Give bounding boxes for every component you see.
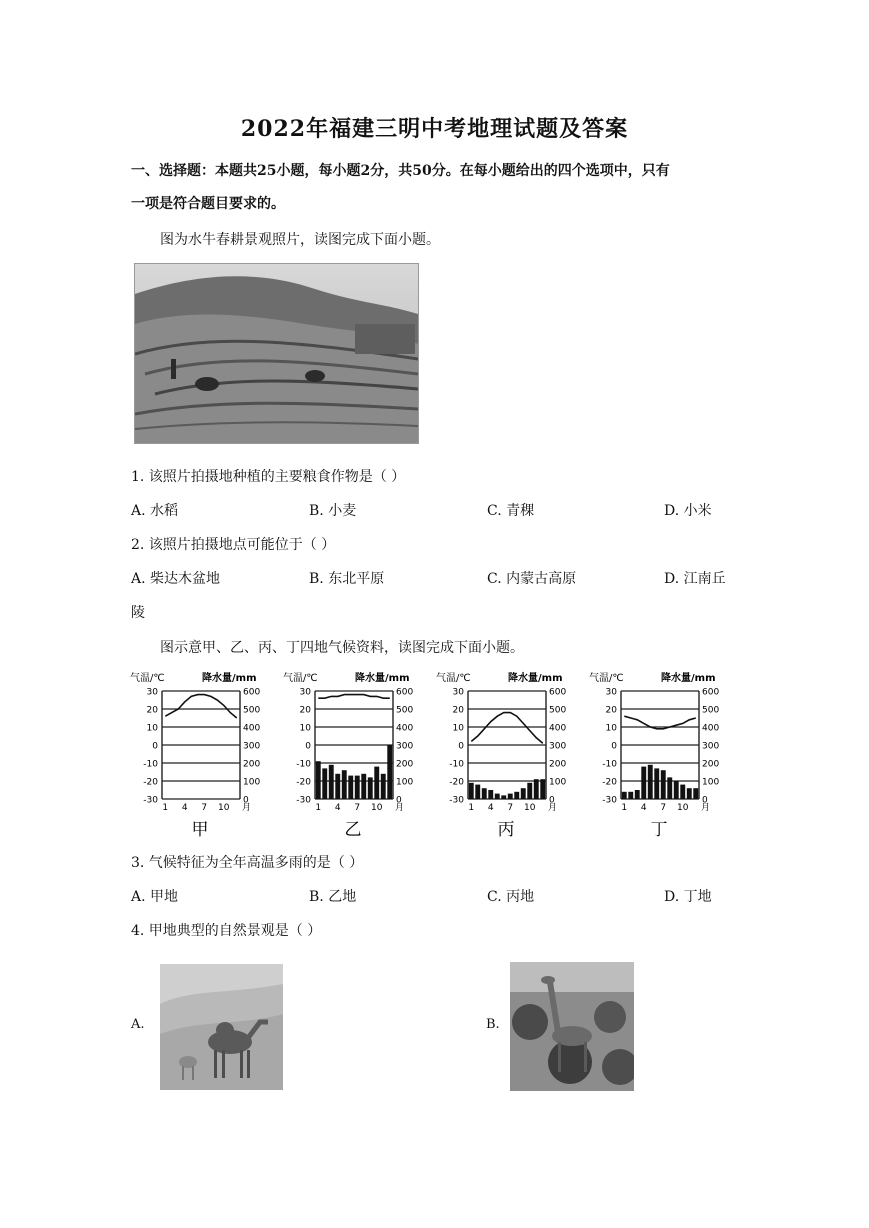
temp-tick-label: -10 xyxy=(449,759,464,770)
precip-tick-label: 500 xyxy=(702,705,720,716)
month-tick-label: 7 xyxy=(354,803,361,813)
precip-tick-label: 600 xyxy=(243,687,261,698)
precip-tick-label: 400 xyxy=(702,723,720,734)
month-tick-label: 4 xyxy=(334,803,341,813)
precip-tick-label: 300 xyxy=(396,741,414,752)
desert-camel-image xyxy=(160,964,283,1090)
month-tick-label: 10 xyxy=(371,803,383,813)
precip-tick-label: 0 xyxy=(396,795,402,806)
month-unit-label: 月 xyxy=(242,803,252,813)
temp-axis-label: 气温/℃ xyxy=(283,673,318,684)
temp-tick-label: -20 xyxy=(296,777,311,788)
temp-tick-label: 20 xyxy=(605,705,617,716)
precip-bar xyxy=(680,785,685,799)
page-title: 2022年福建三明中考地理试题及答案 xyxy=(240,116,629,142)
temp-tick-label: 20 xyxy=(146,705,158,716)
precip-tick-label: 0 xyxy=(702,795,708,806)
temp-tick-label: 0 xyxy=(458,741,464,752)
chart-name: 乙 xyxy=(344,820,362,840)
climate-charts xyxy=(130,668,730,848)
precip-bar xyxy=(361,774,366,799)
question-3-option-c: C. 丙地 xyxy=(487,889,535,905)
precip-tick-label: 300 xyxy=(549,741,567,752)
month-tick-label: 7 xyxy=(201,803,208,813)
month-tick-label: 4 xyxy=(640,803,647,813)
question-1-option-c: C. 青稞 xyxy=(487,503,535,519)
precip-tick-label: 100 xyxy=(243,777,261,788)
precip-bar xyxy=(501,795,506,799)
precip-bar xyxy=(495,794,500,799)
question-2-option-a: A. 柴达木盆地 xyxy=(131,571,221,587)
precip-bar xyxy=(355,776,360,799)
question-2-option-c: C. 内蒙古高原 xyxy=(487,571,577,587)
question-2-option-b: B. 东北平原 xyxy=(309,571,385,587)
precip-bar xyxy=(329,765,334,799)
temp-tick-label: 30 xyxy=(605,687,617,698)
precip-tick-label: 300 xyxy=(243,741,261,752)
question-3-option-b: B. 乙地 xyxy=(309,889,357,905)
question-1-option-d: D. 小米 xyxy=(664,503,712,519)
temp-tick-label: 0 xyxy=(305,741,311,752)
temp-tick-label: 30 xyxy=(299,687,311,698)
temp-tick-label: -10 xyxy=(602,759,617,770)
temp-axis-label: 气温/℃ xyxy=(589,673,624,684)
climate-chart-4 xyxy=(589,671,719,840)
precip-axis-label: 降水量/mm xyxy=(202,673,257,684)
precip-bar xyxy=(693,788,698,799)
precip-bar xyxy=(316,761,321,799)
chart-name: 甲 xyxy=(191,820,209,840)
temp-tick-label: 0 xyxy=(611,741,617,752)
precip-bar xyxy=(635,790,640,799)
month-unit-label: 月 xyxy=(701,803,711,813)
precip-bar xyxy=(322,768,327,799)
month-tick-label: 1 xyxy=(468,803,475,813)
precip-bar xyxy=(687,788,692,799)
month-tick-label: 1 xyxy=(162,803,169,813)
temp-tick-label: 10 xyxy=(146,723,158,734)
temp-tick-label: -20 xyxy=(143,777,158,788)
precip-tick-label: 0 xyxy=(243,795,249,806)
precip-tick-label: 500 xyxy=(243,705,261,716)
precip-bar xyxy=(527,783,532,799)
precip-bar xyxy=(648,765,653,799)
question-3-option-a: A. 甲地 xyxy=(131,889,179,905)
temp-tick-label: -30 xyxy=(143,795,158,806)
precip-bar xyxy=(381,774,386,799)
intro-climate: 图示意甲、乙、丙、丁四地气候资料，读图完成下面小题。 xyxy=(160,640,524,656)
precip-bar xyxy=(335,774,340,799)
climate-chart-3 xyxy=(436,671,566,840)
precip-tick-label: 100 xyxy=(702,777,720,788)
precip-tick-label: 600 xyxy=(549,687,567,698)
precip-bar xyxy=(482,788,487,799)
month-unit-label: 月 xyxy=(395,803,405,813)
precip-bar xyxy=(508,794,513,799)
temp-tick-label: 0 xyxy=(152,741,158,752)
intro-photo: 图为水牛春耕景观照片，读图完成下面小题。 xyxy=(160,232,440,248)
precip-bar xyxy=(540,779,545,799)
precip-bar xyxy=(475,785,480,799)
chart-name: 丁 xyxy=(650,820,668,840)
precip-bar xyxy=(374,767,379,799)
month-tick-label: 7 xyxy=(507,803,514,813)
question-4-option-b: B. xyxy=(486,1017,500,1032)
chart-name: 丙 xyxy=(497,820,515,840)
precip-tick-label: 200 xyxy=(702,759,720,770)
precip-axis-label: 降水量/mm xyxy=(661,673,716,684)
temp-tick-label: 30 xyxy=(452,687,464,698)
section-heading-line1: 一、选择题：本题共25小题，每小题2分，共50分。在每小题给出的四个选项中，只有 xyxy=(131,163,670,179)
temperature-line xyxy=(318,695,390,699)
question-1-option-a: A. 水稻 xyxy=(131,503,179,519)
precip-bar xyxy=(469,783,474,799)
temp-axis-label: 气温/℃ xyxy=(436,673,471,684)
temp-tick-label: 10 xyxy=(452,723,464,734)
temp-tick-label: 30 xyxy=(146,687,158,698)
precip-bar xyxy=(368,777,373,799)
precip-tick-label: 300 xyxy=(702,741,720,752)
question-1-option-b: B. 小麦 xyxy=(309,503,357,519)
temp-axis-label: 气温/℃ xyxy=(130,673,165,684)
precip-bar xyxy=(654,768,659,799)
climate-chart-1 xyxy=(130,671,260,840)
temp-tick-label: 10 xyxy=(299,723,311,734)
precip-tick-label: 0 xyxy=(549,795,555,806)
savanna-giraffe-image xyxy=(510,962,634,1091)
question-3-stem: 3. 气候特征为全年高温多雨的是（ ） xyxy=(131,855,364,871)
question-4-option-a: A. xyxy=(131,1017,145,1032)
precip-axis-label: 降水量/mm xyxy=(355,673,410,684)
question-1-stem: 1. 该照片拍摄地种植的主要粮食作物是（ ） xyxy=(131,469,406,485)
precip-tick-label: 400 xyxy=(549,723,567,734)
month-tick-label: 1 xyxy=(621,803,628,813)
month-unit-label: 月 xyxy=(548,803,558,813)
precip-bar xyxy=(521,788,526,799)
temperature-line xyxy=(471,713,543,744)
precip-tick-label: 600 xyxy=(396,687,414,698)
precip-tick-label: 400 xyxy=(243,723,261,734)
savanna-giraffe-photo xyxy=(510,962,634,1091)
month-tick-label: 10 xyxy=(524,803,536,813)
precip-bar xyxy=(641,767,646,799)
precip-bar xyxy=(622,792,627,799)
precip-bar xyxy=(534,779,539,799)
precip-bar xyxy=(628,792,633,799)
precip-bar xyxy=(342,770,347,799)
temp-tick-label: -20 xyxy=(602,777,617,788)
question-4-stem: 4. 甲地典型的自然景观是（ ） xyxy=(131,923,322,939)
precip-bar xyxy=(488,790,493,799)
precip-bar xyxy=(674,781,679,799)
question-3-option-d: D. 丁地 xyxy=(664,889,712,905)
question-2-option-d: D. 江南丘 xyxy=(664,571,726,587)
temp-tick-label: -30 xyxy=(449,795,464,806)
month-tick-label: 10 xyxy=(677,803,689,813)
month-tick-label: 4 xyxy=(181,803,188,813)
temp-tick-label: -30 xyxy=(602,795,617,806)
precip-bar xyxy=(348,776,353,799)
month-tick-label: 4 xyxy=(487,803,494,813)
temp-tick-label: -10 xyxy=(143,759,158,770)
terrace-photo xyxy=(134,263,419,444)
temp-tick-label: 20 xyxy=(452,705,464,716)
precip-bar xyxy=(661,770,666,799)
question-2-stem: 2. 该照片拍摄地点可能位于（ ） xyxy=(131,537,336,553)
precip-tick-label: 400 xyxy=(396,723,414,734)
precip-bar xyxy=(667,777,672,799)
precip-tick-label: 200 xyxy=(549,759,567,770)
question-2-option-d-wrap: 陵 xyxy=(131,605,145,621)
month-tick-label: 10 xyxy=(218,803,230,813)
temp-tick-label: -10 xyxy=(296,759,311,770)
temperature-line xyxy=(165,695,237,718)
month-tick-label: 7 xyxy=(660,803,667,813)
precip-tick-label: 200 xyxy=(396,759,414,770)
precip-tick-label: 500 xyxy=(549,705,567,716)
month-tick-label: 1 xyxy=(315,803,322,813)
terrace-photo-image xyxy=(135,264,418,443)
temp-tick-label: -20 xyxy=(449,777,464,788)
precip-bar xyxy=(387,745,392,799)
precip-bar xyxy=(514,792,519,799)
temp-tick-label: -30 xyxy=(296,795,311,806)
temp-tick-label: 10 xyxy=(605,723,617,734)
precip-tick-label: 200 xyxy=(243,759,261,770)
precip-tick-label: 100 xyxy=(549,777,567,788)
precip-tick-label: 500 xyxy=(396,705,414,716)
precip-tick-label: 600 xyxy=(702,687,720,698)
section-heading-line2: 一项是符合题目要求的。 xyxy=(131,196,285,212)
climate-chart-2 xyxy=(283,671,413,840)
precip-axis-label: 降水量/mm xyxy=(508,673,563,684)
precip-tick-label: 100 xyxy=(396,777,414,788)
temp-tick-label: 20 xyxy=(299,705,311,716)
desert-camel-photo xyxy=(160,964,283,1090)
